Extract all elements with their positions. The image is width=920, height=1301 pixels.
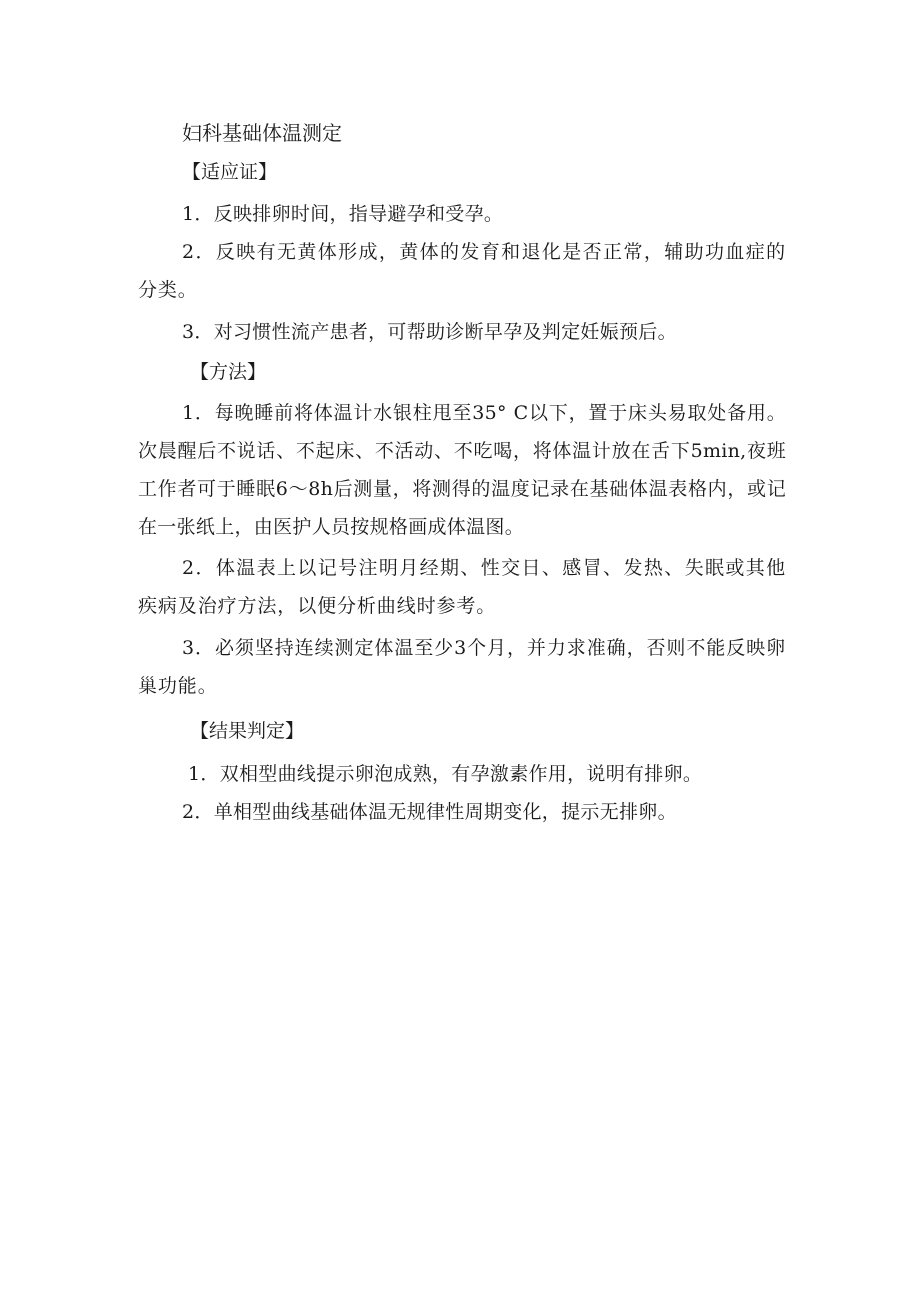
section-heading-method: 【方法】 — [190, 361, 267, 383]
indication-item-1: 1．反映排卵时间，指导避孕和受孕。 — [182, 203, 504, 225]
indication-item-2: 2．反映有无黄体形成，黄体的发育和退化是否正常，辅助功血症的分类。 — [138, 241, 786, 301]
method-item-1: 1．每晚睡前将体温计水银柱甩至35° C以下，置于床头易取处备用。次晨醒后不说话、不起床、不活动、不吃喝，将体温计放在舌下5min,夜班工作者可于睡眠6～8h后测量，将测得的温度记录在基础体温表格内，或记在一张纸上，由医护人员按规格画成体温图。 — [138, 402, 786, 538]
method-item-3: 3．必须坚持连续测定体温至少3个月，并力求准确，否则不能反映卵巢功能。 — [138, 637, 786, 697]
section-heading-indications: 【适应证】 — [182, 161, 278, 183]
result-item-2: 2．单相型曲线基础体温无规律性周期变化，提示无排卵。 — [182, 801, 677, 823]
indication-item-3: 3．对习惯性流产患者，可帮助诊断早孕及判定妊娠预后。 — [182, 321, 677, 343]
document-title: 妇科基础体温测定 — [182, 121, 342, 145]
result-item-1: 1．双相型曲线提示卵泡成熟，有孕激素作用，说明有排卵。 — [188, 763, 703, 785]
section-heading-result: 【结果判定】 — [190, 720, 305, 742]
method-item-2: 2．体温表上以记号注明月经期、性交日、感冒、发热、失眠或其他疾病及治疗方法，以便分析曲线时参考。 — [138, 557, 786, 617]
